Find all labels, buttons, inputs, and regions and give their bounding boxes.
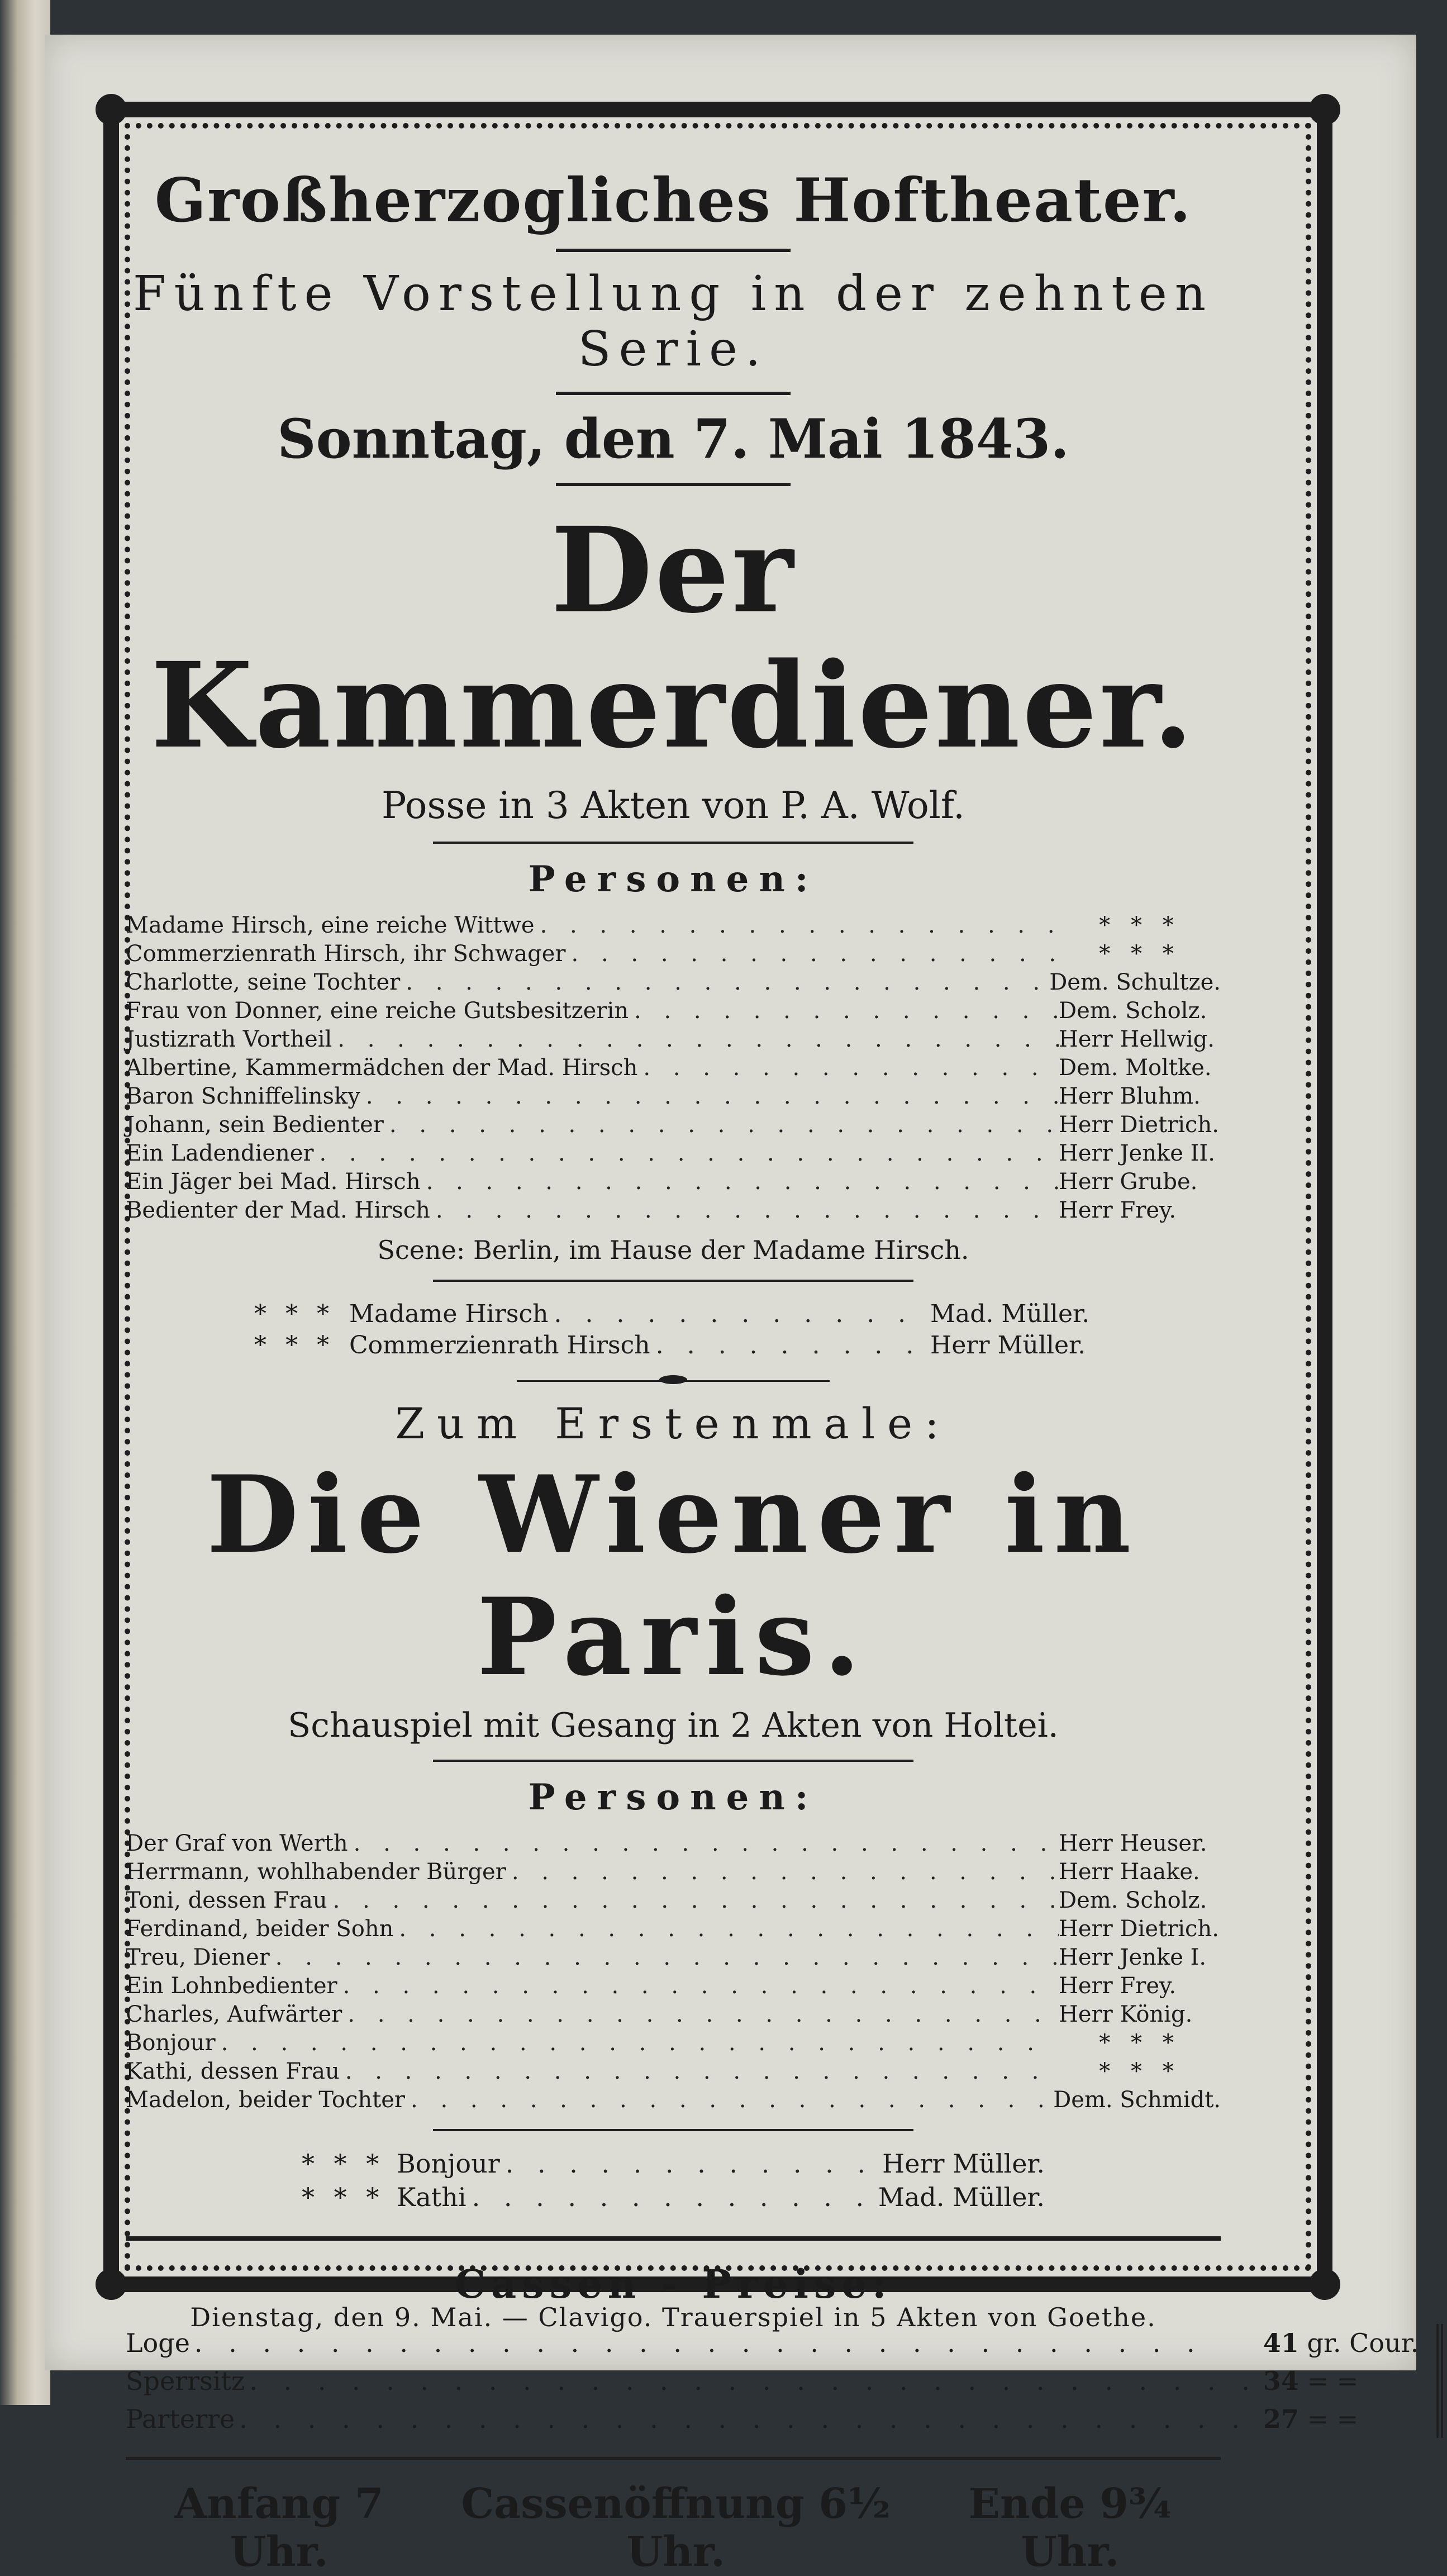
divider xyxy=(556,392,791,395)
divider xyxy=(556,249,791,252)
cast-role: Ein Lohnbedienter xyxy=(126,1973,337,1999)
cast-role: Baron Schniffelinsky xyxy=(126,1083,360,1110)
cast-actor: Herr Jenke I. xyxy=(1059,1945,1207,1971)
cast-row xyxy=(126,911,1221,940)
cast-role: Albertine, Kammermädchen der Mad. Hirsch xyxy=(126,1055,638,1081)
next-performance-note: Dienstag, den 9. Mai. — Clavigo. Trauerspiel in 5 Akten von Goethe. xyxy=(190,2302,1156,2332)
cast-row xyxy=(126,2000,1221,2029)
cast-actor: * * * xyxy=(1099,912,1181,939)
schedule-line xyxy=(126,2480,1221,2576)
divider xyxy=(126,2236,1221,2241)
divider xyxy=(433,1760,913,1762)
play2-guest-list xyxy=(302,2147,1045,2214)
divider xyxy=(433,842,913,844)
cast-row xyxy=(126,1829,1221,1858)
cast-actor: * * * xyxy=(1099,2030,1181,2056)
guest-actor: Mad. Müller. xyxy=(930,1300,1090,1329)
cast-row xyxy=(126,1054,1221,1082)
cast-role: Madelon, beider Tochter xyxy=(126,2087,406,2113)
ornament-divider xyxy=(517,1380,830,1387)
border-ornament-icon xyxy=(1309,2269,1340,2300)
book-spine xyxy=(0,0,50,2405)
price-unit: gr. Cour. xyxy=(1307,2328,1419,2359)
divider xyxy=(556,483,791,486)
cast-role: Ferdinand, beider Sohn xyxy=(126,1916,394,1942)
play2-intro: Zum Erstenmale: xyxy=(395,1399,951,1449)
cast-actor: Dem. Schultze. xyxy=(1049,969,1221,996)
cast-row xyxy=(126,2057,1221,2086)
guest-row xyxy=(254,1299,1092,1330)
series-line: Fünfte Vorstellung in der zehnten Serie. xyxy=(132,265,1214,377)
play1-cast-list xyxy=(126,911,1221,1225)
cast-role: Ein Jäger bei Mad. Hirsch xyxy=(126,1169,421,1195)
guest-row xyxy=(302,2147,1045,2180)
cast-role: Der Graf von Werth xyxy=(126,1831,348,1857)
cast-role: Kathi, dessen Frau xyxy=(126,2059,340,2085)
cast-role: Herrmann, wohlhabender Bürger xyxy=(126,1859,506,1885)
price-column-right xyxy=(1436,2324,1447,2438)
cast-role: Johann, sein Bedienter xyxy=(126,1112,384,1138)
cast-role: Commerzienrath Hirsch, ihr Schwager xyxy=(126,941,566,967)
cast-actor: Dem. Scholz. xyxy=(1059,998,1207,1024)
price-value: 34 xyxy=(1263,2366,1299,2397)
price-table xyxy=(126,2324,1419,2438)
price-column-left xyxy=(126,2324,1436,2438)
cast-row xyxy=(126,1196,1221,1225)
play2-personen-heading: Personen: xyxy=(528,1776,818,1819)
cast-row xyxy=(126,940,1221,968)
play2-title: Die Wiener in Paris. xyxy=(206,1452,1140,1699)
cast-actor: Herr Dietrich. xyxy=(1059,1112,1219,1138)
cast-role: Bonjour xyxy=(126,2030,216,2056)
play1-title: Der Kammerdiener. xyxy=(150,501,1196,774)
guest-role: Madame Hirsch xyxy=(349,1300,549,1329)
guest-actor: Herr Müller. xyxy=(882,2149,1045,2179)
play1-subtitle: Posse in 3 Akten von P. A. Wolf. xyxy=(382,784,965,828)
price-row xyxy=(126,2362,1420,2400)
guest-row xyxy=(302,2180,1045,2214)
cast-actor: Herr Jenke II. xyxy=(1059,1140,1215,1167)
cast-actor: Herr Heuser. xyxy=(1059,1831,1207,1857)
cast-row xyxy=(126,1915,1221,1943)
cast-actor: Dem. Scholz. xyxy=(1059,1888,1207,1914)
cast-actor: Dem. Moltke. xyxy=(1059,1055,1212,1081)
cast-role: Frau von Donner, eine reiche Gutsbesitzerin xyxy=(126,998,629,1024)
cast-row xyxy=(126,1082,1221,1111)
guest-asterisks: * * * xyxy=(302,2149,385,2179)
price-unit: = = xyxy=(1307,2404,1359,2435)
cast-row xyxy=(126,1943,1221,1972)
cast-row xyxy=(126,2029,1221,2057)
divider xyxy=(433,1280,913,1282)
guest-asterisks: * * * xyxy=(302,2182,385,2213)
cast-role: Madame Hirsch, eine reiche Wittwe xyxy=(126,912,535,939)
cast-row xyxy=(126,1858,1221,1886)
cast-actor: Herr Frey. xyxy=(1059,1973,1177,1999)
cast-row xyxy=(126,968,1221,997)
cast-row xyxy=(126,1886,1221,1915)
cast-row xyxy=(126,1972,1221,2000)
price-label: Loge xyxy=(126,2328,190,2359)
price-row xyxy=(126,2400,1420,2438)
play1-guest-list xyxy=(254,1299,1092,1361)
cast-row xyxy=(126,1168,1221,1196)
guest-actor: Mad. Müller. xyxy=(878,2182,1045,2213)
cast-role: Justizrath Vortheil xyxy=(126,1026,332,1053)
play2-cast-list xyxy=(126,1829,1221,2114)
border-ornament-icon xyxy=(96,2269,127,2300)
theater-name: Großherzogliches Hoftheater. xyxy=(154,165,1192,236)
play2-subtitle: Schauspiel mit Gesang in 2 Akten von Holtei. xyxy=(288,1706,1059,1746)
border-ornament-icon xyxy=(1309,94,1340,125)
guest-asterisks: * * * xyxy=(254,1300,335,1329)
cast-actor: Herr Haake. xyxy=(1059,1859,1200,1885)
play1-scene: Scene: Berlin, im Hause der Madame Hirsch. xyxy=(377,1235,969,1266)
performance-date: Sonntag, den 7. Mai 1843. xyxy=(277,407,1069,470)
cast-role: Ein Ladendiener xyxy=(126,1140,314,1167)
price-value: 27 xyxy=(1263,2404,1299,2435)
cast-row xyxy=(126,1139,1221,1168)
price-unit: = = xyxy=(1307,2366,1359,2397)
cast-actor: Dem. Schmidt. xyxy=(1053,2087,1221,2113)
price-label: Sperrsitz xyxy=(126,2366,245,2397)
cast-actor: Herr Dietrich. xyxy=(1059,1916,1219,1942)
guest-role: Kathi xyxy=(397,2182,467,2213)
end-time: Ende 9¾ Uhr. xyxy=(968,2480,1172,2576)
cast-row xyxy=(126,997,1221,1025)
cast-role: Charles, Aufwärter xyxy=(126,2002,342,2028)
guest-role: Bonjour xyxy=(397,2149,500,2179)
play1-personen-heading: Personen: xyxy=(528,858,818,901)
guest-asterisks: * * * xyxy=(254,1331,335,1360)
cast-actor: * * * xyxy=(1099,2059,1181,2085)
cast-actor: Herr Bluhm. xyxy=(1059,1083,1201,1110)
cast-row xyxy=(126,1025,1221,1054)
cast-role: Charlotte, seine Tochter xyxy=(126,969,401,996)
box-office-opening: Cassenöffnung 6½ Uhr. xyxy=(461,2480,891,2576)
border-ornament-icon xyxy=(96,94,127,125)
price-value: 41 xyxy=(1263,2328,1299,2359)
guest-actor: Herr Müller. xyxy=(930,1331,1086,1360)
cast-role: Toni, dessen Frau xyxy=(126,1888,327,1914)
cast-row xyxy=(126,1111,1221,1139)
cast-actor: Herr Grube. xyxy=(1059,1169,1198,1195)
guest-row xyxy=(254,1330,1092,1361)
cast-actor: * * * xyxy=(1099,941,1181,967)
prices-heading: Cassen - Preise: xyxy=(454,2261,892,2308)
cast-role: Treu, Diener xyxy=(126,1945,270,1971)
cast-actor: Herr Hellwig. xyxy=(1059,1026,1215,1053)
cast-role: Bedienter der Mad. Hirsch xyxy=(126,1197,430,1224)
price-label: Parterre xyxy=(126,2404,235,2435)
cast-actor: Herr Frey. xyxy=(1059,1197,1177,1224)
playbill-content xyxy=(126,145,1419,2576)
start-time: Anfang 7 Uhr. xyxy=(174,2480,384,2576)
divider xyxy=(433,2129,913,2131)
guest-role: Commerzienrath Hirsch xyxy=(349,1331,650,1360)
divider xyxy=(126,2457,1221,2460)
cast-row xyxy=(126,2086,1221,2114)
cast-actor: Herr König. xyxy=(1059,2002,1193,2028)
